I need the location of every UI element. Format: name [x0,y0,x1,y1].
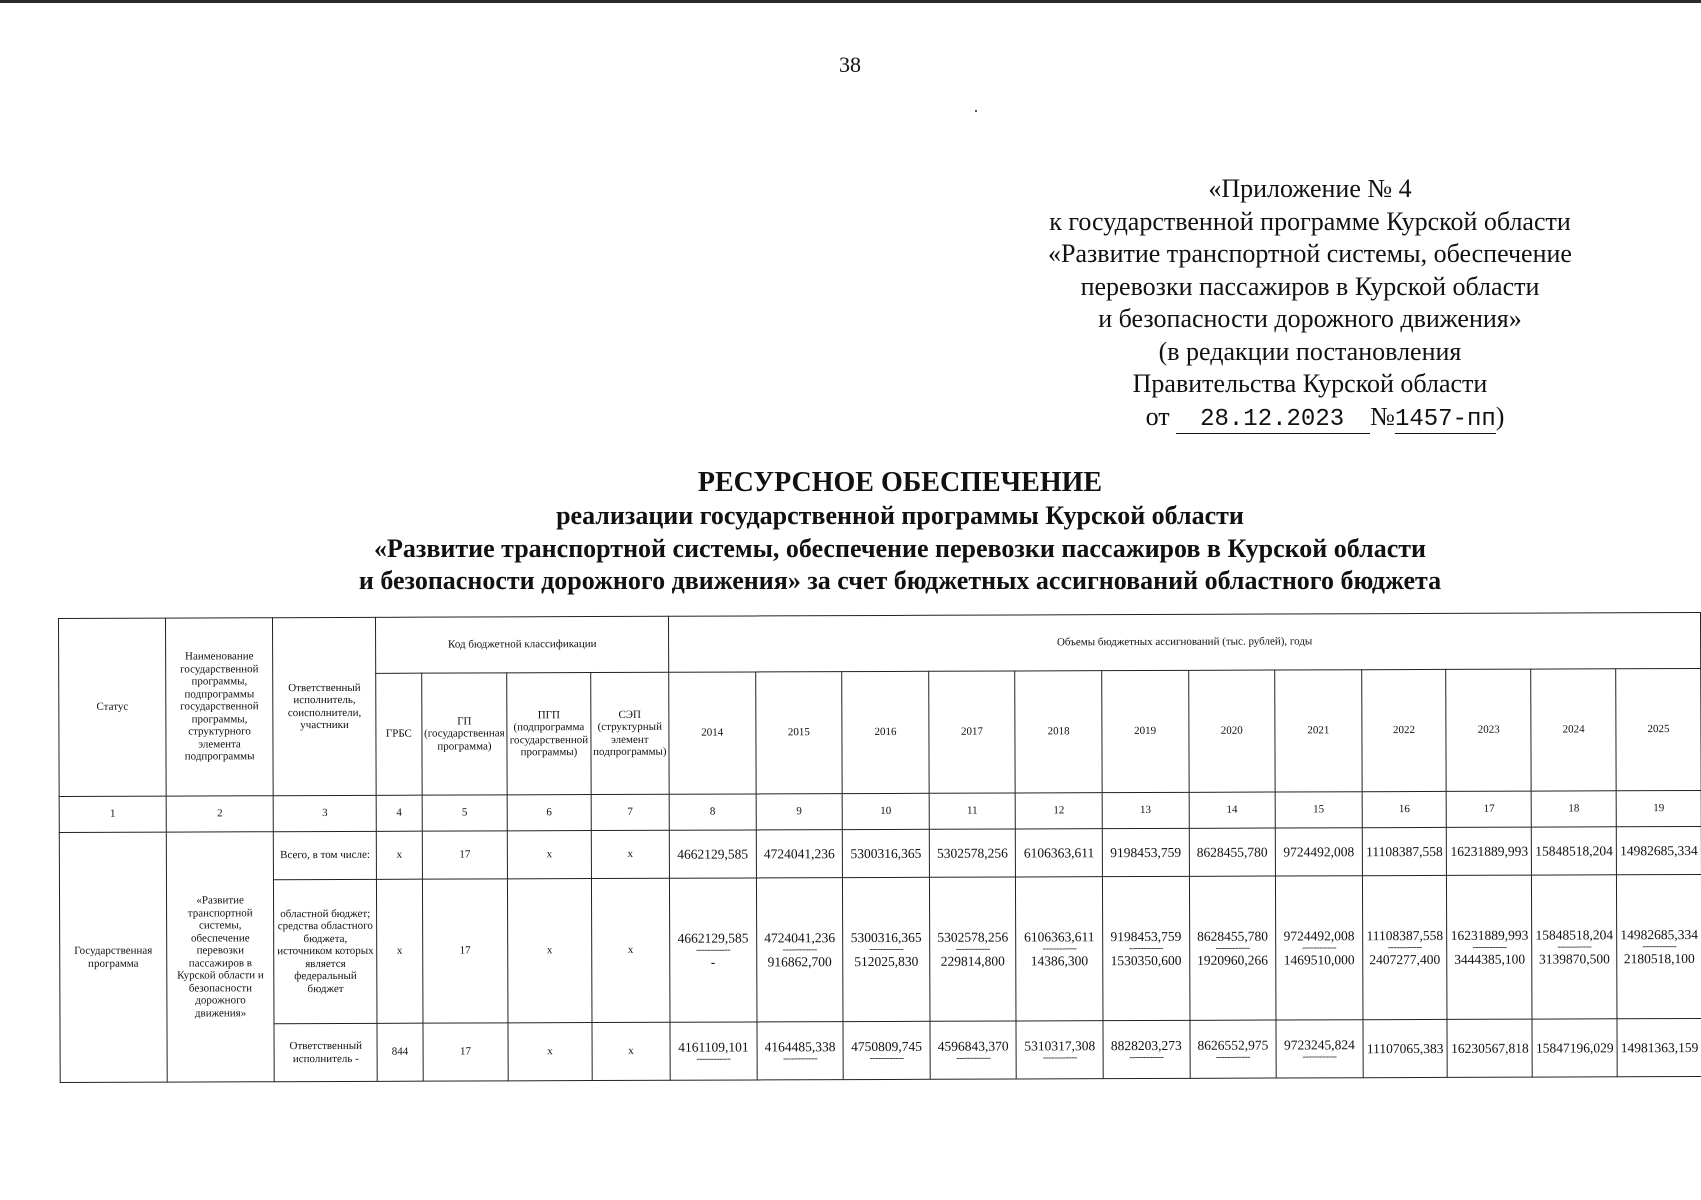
federal-value: 1920960,266 [1197,952,1269,968]
status-cell: Государственная программа [59,832,167,1082]
split-value-cell [1102,876,1189,1020]
divider-dashes: ------------ [1129,1051,1164,1063]
value-cell [1103,1020,1190,1078]
regional-value: 9198453,759 [1110,928,1182,944]
value-cell: 5302578,256 [929,829,1016,877]
header-year: 2022 [1361,669,1446,791]
value-cell: 6106363,611 [1016,829,1103,877]
appendix-line: «Развитие транспортной системы, обеспечение [1048,239,1572,268]
value-cell [930,1021,1017,1079]
executor-cell: Всего, в том числе: [273,831,376,879]
federal-value: 512025,830 [854,953,919,969]
value-cell: 11108387,558 [1362,827,1447,875]
header-volumes: Объемы бюджетных ассигнований (тыс. рублей), годы [669,612,1701,672]
header-year: 2021 [1275,670,1362,792]
divider-dashes: ------------ [696,1053,731,1065]
value-cell: 16230567,818 [1447,1019,1532,1077]
grbs-cell: x [377,879,423,1023]
federal-value: 2180518,100 [1623,950,1695,966]
regional-value: 9724492,008 [1283,927,1355,944]
split-value-cell [1532,875,1617,1019]
col-number: 8 [669,794,756,830]
gp-cell: 17 [423,1023,509,1081]
resource-table-wrapper [58,618,1701,1083]
col-number: 4 [376,795,422,831]
divider-dashes: ------------ [1215,1051,1250,1063]
header-status: Статус [59,618,167,796]
split-value-cell [1447,875,1532,1019]
divider-dashes: ------------ [783,1052,818,1064]
value-cell: 9198453,759 [1102,828,1189,876]
value-text: 4164485,338 [764,1038,836,1054]
date-prefix: от [1145,401,1170,431]
pgp-cell: x [508,1023,592,1081]
header-year: 2014 [669,672,756,794]
gp-cell: 17 [422,831,508,879]
col-number: 3 [273,795,376,831]
federal-value: 916862,700 [767,953,832,969]
value-text: 8626552,975 [1197,1037,1269,1053]
divider-dashes: ------------ [1642,940,1677,952]
col-number: 10 [842,793,929,829]
split-value-cell [1016,877,1103,1021]
split-value-cell [1362,875,1447,1019]
value-text: 4161109,101 [678,1038,749,1055]
federal-value: 2407277,400 [1369,951,1441,967]
value-cell: 15847196,029 [1532,1019,1617,1077]
regional-value: 5300316,365 [850,929,922,945]
regional-value: 4662129,585 [677,929,749,946]
sep-cell: x [591,830,670,878]
header-name: Наименование государственной программы, подпрограммы государственной программы, структурного элемента подпрограммы [166,618,274,796]
regional-value: 16231889,993 [1450,927,1529,943]
regional-value: 11108387,558 [1366,927,1444,943]
table-row [59,874,1701,1024]
divider-dashes: ------------ [1215,942,1250,954]
divider-dashes: ------------ [869,943,904,955]
appendix-line: перевозки пассажиров в Курской области [1080,271,1540,301]
value-cell: 11107065,383 [1363,1019,1448,1077]
header-year: 2024 [1531,669,1616,791]
sep-cell: x [592,1022,671,1080]
header-year: 2017 [929,671,1016,793]
split-value-cell [1616,874,1701,1018]
sep-cell: x [591,878,670,1022]
federal-value: 14386,300 [1030,952,1089,968]
col-number: 11 [929,793,1016,829]
value-text: 8828203,273 [1110,1037,1182,1053]
col-number: 14 [1189,792,1276,828]
value-cell [1016,1021,1103,1079]
appendix-line: и безопасности дорожного движения» [1098,304,1522,333]
appendix-line: к государственной программе Курской области [1049,206,1571,236]
regional-value: 6106363,611 [1024,928,1095,944]
header-year: 2025 [1616,668,1701,790]
program-name-cell: «Развитие транспортной системы, обеспечение перевозки пассажиров в Курской области и безопасности дорожного движения» [166,832,274,1082]
value-text: 4596843,370 [937,1038,1009,1054]
title-heading: РЕСУРСНОЕ ОБЕСПЕЧЕНИЕ [697,467,1103,498]
header-gp: ГП (государственная программа) [421,673,507,795]
split-value-cell [756,878,843,1022]
value-cell: 5300316,365 [843,829,930,877]
value-text: 5310317,308 [1024,1037,1096,1053]
value-cell: 15848518,204 [1532,827,1617,875]
header-year: 2023 [1446,669,1531,791]
federal-value: 1530350,600 [1110,952,1182,968]
number-prefix: № [1370,401,1395,431]
header-grbs: ГРБС [376,673,422,795]
value-cell: 4662129,585 [669,830,756,878]
value-cell [757,1022,844,1080]
resource-table [58,612,1701,1083]
col-number: 2 [166,796,273,832]
col-number: 6 [507,795,591,831]
value-text: 4750809,745 [851,1038,923,1054]
column-number-row [59,790,1701,832]
table-row [59,826,1701,880]
gp-cell: 17 [422,879,508,1023]
value-text: 9723245,824 [1284,1036,1355,1053]
federal-value: 3139870,500 [1538,950,1610,967]
col-number: 1 [59,796,166,832]
divider-dashes: ------------ [696,944,731,956]
divider-dashes: ------------ [1557,940,1592,953]
closing-paren: ) [1495,401,1505,431]
value-cell: 4724041,236 [756,830,843,878]
regional-value: 4724041,236 [764,929,836,945]
col-number: 5 [422,795,508,831]
header-sep: СЭП (структурный элемент подпрограммы) [590,672,669,794]
divider-dashes: ------------ [1128,942,1163,954]
divider-dashes: ------------ [1042,1051,1077,1063]
col-number: 9 [756,794,843,830]
appendix-line: Правительства Курской области [1132,369,1488,398]
federal-value: 3444385,100 [1454,951,1526,967]
divider-dashes: ------------ [956,1052,991,1064]
title-line: «Развитие транспортной системы, обеспечение перевозки пассажиров в Курской области [373,533,1426,563]
value-cell [670,1022,757,1080]
value-cell [1190,1020,1277,1078]
appendix-line: «Приложение № 4 [1208,174,1412,203]
value-cell [843,1021,930,1079]
appendix-date-line [980,401,1640,434]
value-cell: 14981363,159 [1617,1018,1701,1076]
federal-value: - [710,954,716,970]
col-number: 19 [1616,790,1701,826]
divider-dashes: ------------ [1302,941,1337,953]
federal-value: 1469510,000 [1283,951,1355,968]
col-number: 18 [1531,791,1616,827]
col-number: 7 [591,794,670,830]
executor-cell: Ответственный исполнитель - [274,1023,377,1081]
header-year: 2019 [1102,670,1189,792]
header-row [59,612,1701,674]
col-number: 13 [1102,792,1189,828]
value-cell [1276,1020,1363,1078]
pgp-cell: x [508,879,592,1023]
scan-border-top [0,0,1701,3]
header-year: 2020 [1188,670,1275,792]
col-number: 15 [1275,792,1362,828]
document-title [280,466,1520,598]
pgp-cell: x [508,831,592,879]
divider-dashes: ------------ [869,1052,904,1064]
divider-dashes: ------------ [955,943,990,955]
col-number: 16 [1362,791,1447,827]
divider-dashes: ------------ [1472,941,1507,953]
header-budget-code: Код бюджетной классификации [376,616,669,673]
split-value-cell [670,878,757,1022]
scan-speck [975,110,977,112]
value-cell: 8628455,780 [1189,828,1276,876]
grbs-cell: 844 [377,1023,423,1081]
header-year: 2016 [842,671,929,793]
federal-value: 229814,800 [940,953,1005,969]
divider-dashes: ------------ [1042,942,1077,954]
grbs-cell: x [377,831,423,879]
regional-value: 8628455,780 [1197,928,1268,944]
title-line: и безопасности дорожного движения» за счет бюджетных ассигнований областного бюджета [358,566,1442,595]
header-year: 2018 [1015,671,1102,793]
col-number: 12 [1016,793,1103,829]
split-value-cell [929,877,1016,1021]
header-year: 2015 [755,672,842,794]
decree-date: 28.12.2023 [1176,407,1370,434]
divider-dashes: ------------ [1302,1050,1337,1062]
regional-value: 5302578,256 [937,929,1009,945]
divider-dashes: ------------ [1387,941,1422,953]
title-line: реализации государственной программы Курской области [556,501,1244,530]
header-pgp: ПГП (подпрограмма государственной программы) [507,673,591,795]
regional-value: 14982685,334 [1620,926,1699,942]
split-value-cell [1189,876,1276,1020]
split-value-cell [1276,876,1363,1020]
split-value-cell [843,877,930,1021]
decree-number: 1457-пп [1394,405,1496,433]
value-cell: 9724492,008 [1275,828,1362,876]
header-executor: Ответственный исполнитель, соисполнители, участники [273,617,377,795]
table-row [60,1018,1701,1082]
executor-cell: областной бюджет; средства областного бюджета, источником которых является федеральный бюджет [274,879,378,1023]
value-cell: 16231889,993 [1447,827,1532,875]
divider-dashes: ------------ [782,943,817,955]
col-number: 17 [1447,791,1532,827]
page-number: 38 [839,52,861,77]
appendix-line: (в редакции постановления [1158,336,1462,366]
value-cell: 14982685,334 [1616,826,1701,874]
appendix-header [980,173,1640,434]
regional-value: 15848518,204 [1535,926,1614,943]
